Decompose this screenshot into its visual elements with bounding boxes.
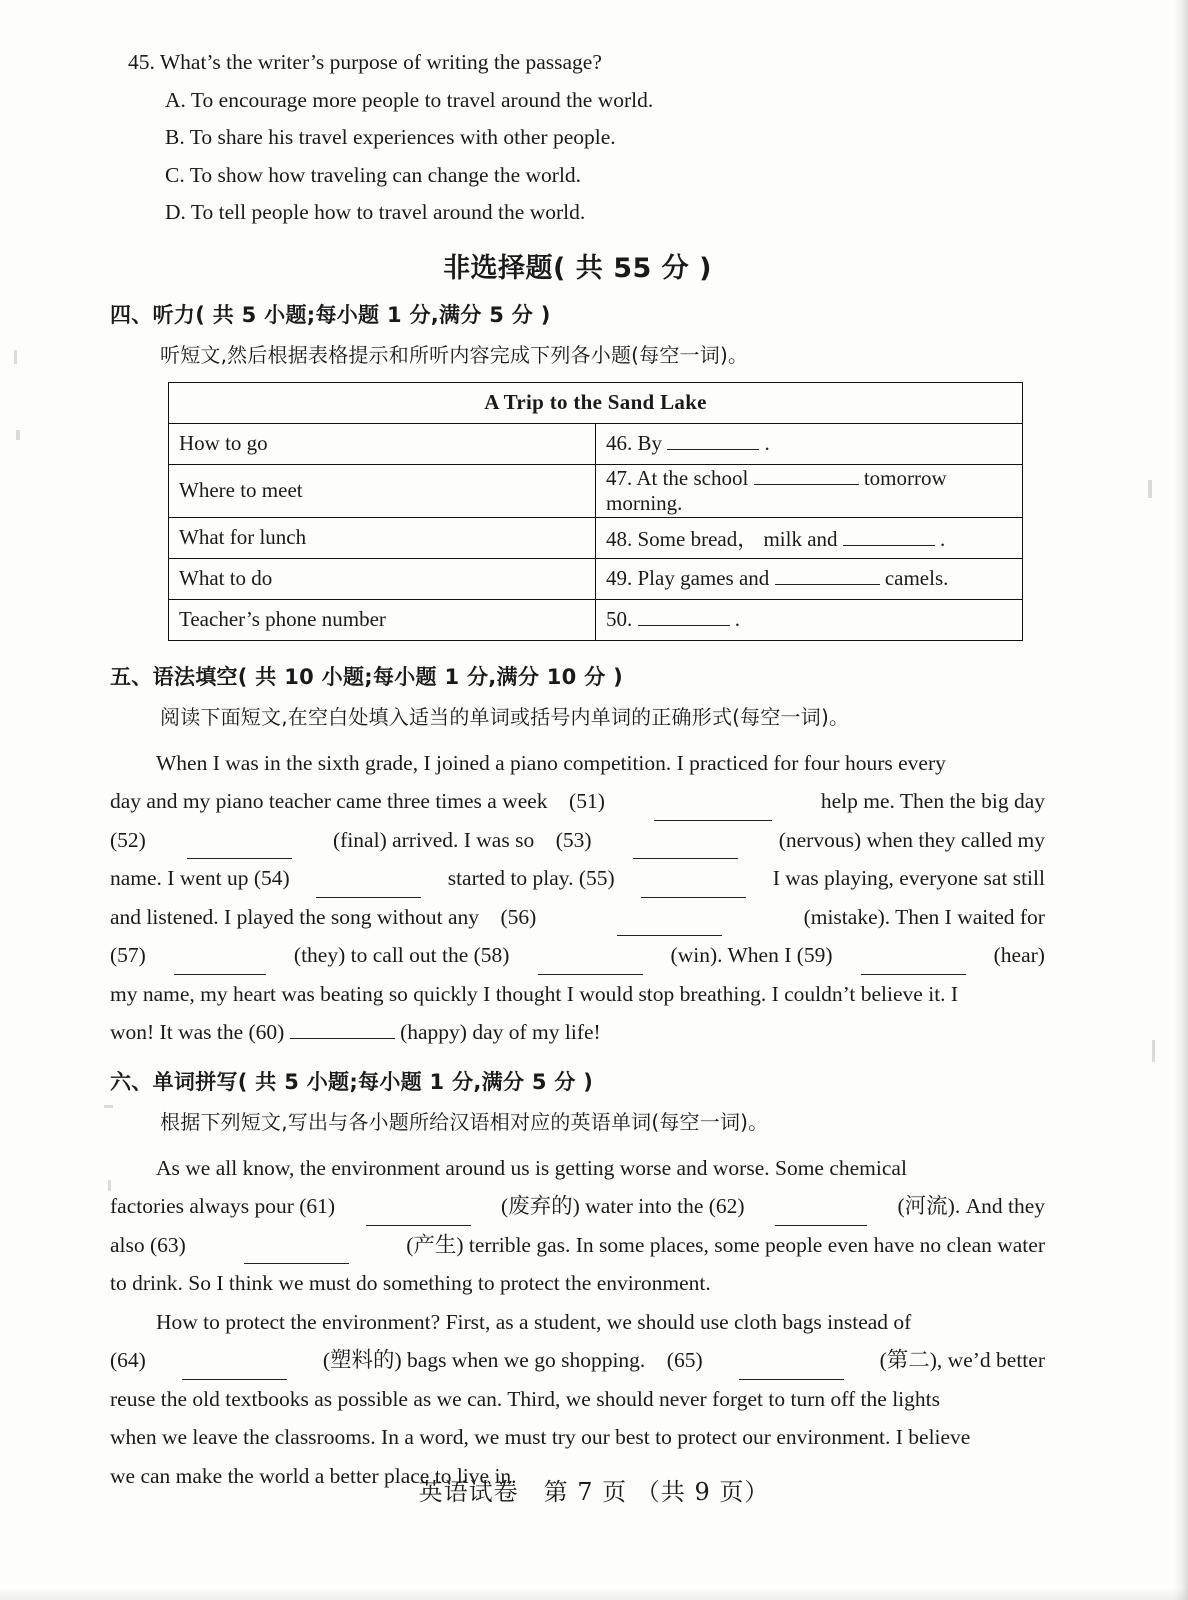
passage-line [110,936,1045,975]
trip-table [168,382,1023,641]
line-text: (52) [110,827,146,852]
question-45-option-b[interactable]: B. To share his travel experiences with other people. [165,125,616,149]
line-text: name. I went up (54) [110,866,290,890]
line-text: help me. Then the big day [820,789,1045,813]
table-cell-answer-49[interactable] [596,558,1023,599]
line-text: when we leave the classrooms. In a word, we must try our best to protect our environment. I believe [110,1425,971,1449]
line-text: to drink. So I think we must do something to protect the environment. [110,1271,711,1295]
answer-blank-48[interactable] [843,545,935,546]
table-cell-answer-50[interactable] [596,599,1023,640]
answer-blank-62[interactable] [775,1187,867,1226]
table-row [169,558,1023,599]
passage-line [110,975,1045,1014]
table-row [169,599,1023,640]
passage-line [110,1264,1045,1303]
passage-line [110,1149,1045,1188]
question-45-option-d[interactable]: D. To tell people how to travel around the world. [165,200,586,224]
table-cell-answer-47[interactable] [596,464,1023,517]
passage-line [110,744,1045,783]
answer-blank-64[interactable] [182,1341,287,1380]
table-title-row [169,382,1023,423]
item-49-prompt: 49. Play games and [606,566,770,590]
line-text: (64) [110,1348,146,1372]
table-cell-label-47: Where to meet [169,464,596,517]
scan-edge-artifact-right [1174,0,1188,1600]
line-text: (mistake). Then I waited for [803,904,1045,929]
answer-blank-53[interactable] [633,821,738,860]
line-text: (they) to call out the (58) [293,943,510,967]
line-text: and listened. I played the song without any (56) [110,904,537,929]
scan-speck [1152,1040,1155,1062]
answer-blank-51[interactable] [654,782,772,821]
answer-blank-56[interactable] [617,898,722,937]
answer-blank-54[interactable] [316,859,421,898]
line-text: (win). When I (59) [670,943,833,967]
item-47-prompt: 47. At the school [606,465,749,490]
passage-line [110,1013,1045,1052]
line-text: (nervous) when they called my [778,827,1045,852]
answer-blank-50[interactable] [638,625,730,626]
line-text: (废弃的) water into the (62) [500,1194,745,1218]
line-text: (河流). And they [897,1194,1045,1218]
line-text: As we all know, the environment around us is getting worse and worse. Some chemical [156,1155,907,1180]
table-row [169,464,1023,517]
section-4-header: 四、听力( 共 5 小题;每小题 1 分,满分 5 分 ) [110,302,551,327]
answer-blank-58[interactable] [538,936,643,975]
section-6-passage-1 [110,1149,1045,1303]
table-cell-label-48: What for lunch [169,517,596,558]
question-45-stem: 45. What’s the writer’s purpose of writing the passage? [128,50,602,74]
page-footer: 英语试卷 第 7 页 （共 9 页） [418,1478,770,1506]
answer-blank-47[interactable] [754,484,859,485]
passage-line [110,898,1045,937]
section-5-instruction: 阅读下面短文,在空白处填入适当的单词或括号内单词的正确形式(每空一词)。 [160,704,850,729]
line-text: day and my piano teacher came three times a week (51) [110,789,605,813]
answer-blank-46[interactable] [667,449,759,450]
line-text: (final) arrived. I was so (53) [333,827,592,852]
line-text: (57) [110,943,146,967]
passage-line [110,859,1045,898]
scan-edge-artifact-bottom [0,1588,1188,1600]
answer-blank-49[interactable] [775,584,880,585]
section-6-instruction: 根据下列短文,写出与各小题所给汉语相对应的英语单词(每空一词)。 [160,1109,769,1134]
page-content [110,52,1045,1495]
answer-blank-52[interactable] [187,821,292,860]
scan-speck [14,350,17,364]
line-text: (hear) [993,943,1045,967]
item-47-suffix: tomorrow morning. [606,465,947,515]
scan-speck [1148,480,1152,498]
answer-blank-65[interactable] [739,1341,844,1380]
table-cell-label-49: What to do [169,558,596,599]
line-text: factories always pour (61) [110,1194,336,1218]
section-5-header: 五、语法填空( 共 10 小题;每小题 1 分,满分 10 分 ) [110,664,624,689]
item-48-prompt: 48. Some bread， milk and [606,526,838,551]
line-text: (塑料的) bags when we go shopping. (65) [322,1348,703,1372]
section-6-passage-2 [110,1303,1045,1496]
section-5-passage [110,744,1045,1052]
answer-blank-60[interactable] [290,1038,395,1039]
scan-speck [16,430,20,440]
item-46-prompt: 46. By [606,431,663,455]
line-text: started to play. (55) [447,866,615,890]
passage-line [110,1187,1045,1226]
section-4-instruction: 听短文,然后根据表格提示和所听内容完成下列各小题(每空一词)。 [160,342,749,367]
passage-line [110,782,1045,821]
passage-line [110,1341,1045,1380]
line-text: When I was in the sixth grade, I joined a piano competition. I practiced for four hours every [156,750,946,775]
passage-line [110,1380,1045,1419]
line-text: also (63) [110,1232,186,1257]
table-cell-answer-48[interactable] [596,517,1023,558]
line-text: my name, my heart was beating so quickly I thought I would stop breathing. I couldn’t believe it. I [110,981,959,1006]
table-cell-label-46: How to go [169,423,596,464]
question-45-block [110,52,1045,224]
item-46-suffix: . [764,431,770,455]
line-text: I was playing, everyone sat still [772,866,1045,890]
item-50-suffix: . [734,607,740,631]
line-text: (产生) terrible gas. In some places, some people even have no clean water [406,1232,1045,1257]
table-cell-answer-46[interactable] [596,423,1023,464]
line-text: reuse the old textbooks as possible as we can. Third, we should never forget to turn off the lights [110,1386,940,1411]
answer-blank-61[interactable] [366,1187,471,1226]
passage-line [110,821,1045,860]
answer-blank-55[interactable] [641,859,746,898]
line-text: How to protect the environment? First, as a student, we should use cloth bags instead of [156,1309,912,1334]
passage-line [110,1303,1045,1342]
table-row [169,517,1023,558]
line-text: (第二), we’d better [879,1348,1045,1372]
table-row [169,423,1023,464]
section-6-header: 六、单词拼写( 共 5 小题;每小题 1 分,满分 5 分 ) [110,1069,594,1094]
question-45-option-c[interactable]: C. To show how traveling can change the world. [165,162,582,187]
question-45-option-a[interactable]: A. To encourage more people to travel around the world. [165,87,654,112]
line-text: won! It was the (60) [110,1020,285,1044]
trip-table-title: A Trip to the Sand Lake [169,382,1023,423]
item-50-prompt: 50. [606,607,633,631]
passage-line [110,1418,1045,1457]
line-text: (happy) day of my life! [400,1020,601,1044]
item-49-suffix: camels. [884,566,949,590]
answer-blank-59[interactable] [861,936,966,975]
item-48-suffix: . [940,526,946,551]
non-choice-section-heading: 非选择题( 共 55 分 ) [443,252,712,284]
table-cell-label-50: Teacher’s phone number [169,599,596,640]
answer-blank-63[interactable] [244,1226,349,1265]
answer-blank-57[interactable] [174,936,266,975]
line-text: we can make the world a better place to live in. [110,1463,517,1488]
passage-line [110,1226,1045,1265]
